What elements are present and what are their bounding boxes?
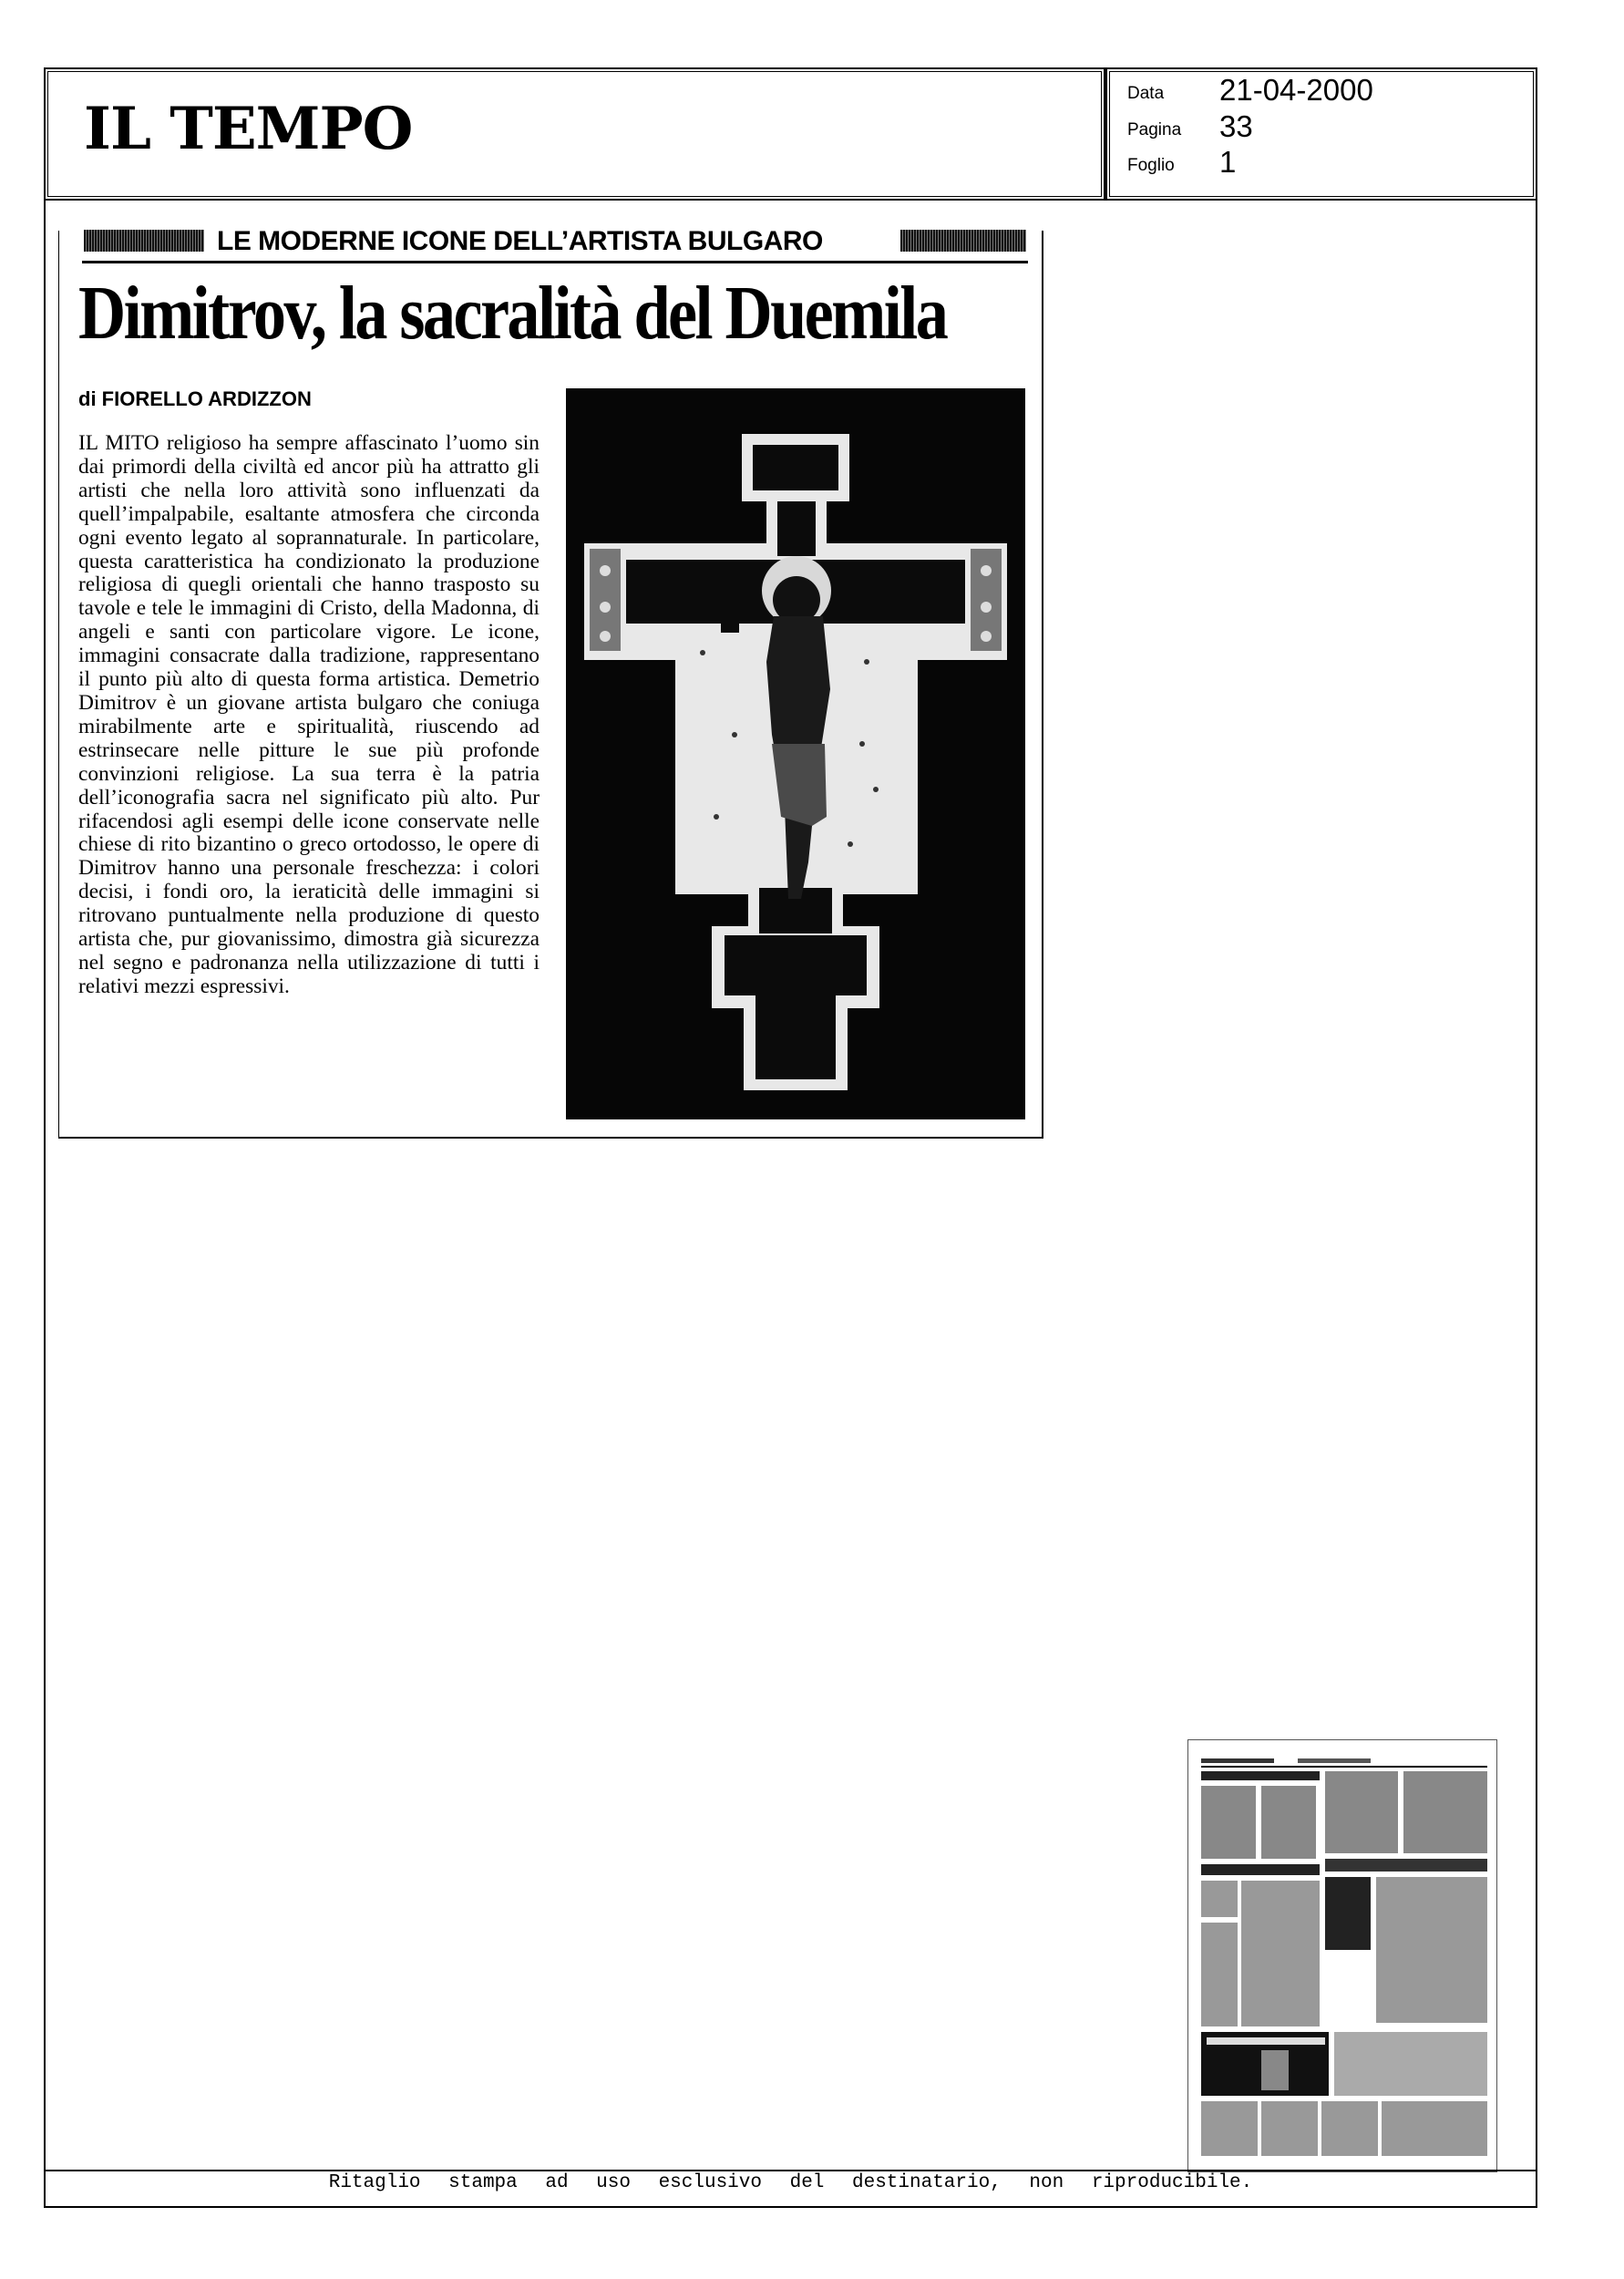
sheet-label: Foglio (1127, 156, 1175, 175)
kicker-rule (82, 261, 1028, 263)
kicker-decoration-right (900, 230, 1026, 252)
date-value: 21-04-2000 (1219, 73, 1373, 107)
article-headline: Dimitrov, la sacralità del Duemila (78, 271, 947, 356)
newspaper-page-thumbnail (1188, 1740, 1498, 2173)
newspaper-logo: IL TEMPO (84, 95, 413, 163)
crucifix-icon (566, 388, 1025, 1119)
article-byline: di FIORELLO ARDIZZON (78, 387, 312, 410)
page-label: Pagina (1127, 120, 1182, 139)
date-label: Data (1127, 84, 1165, 103)
footer-rule (44, 2170, 1537, 2171)
page-thumbnail (1187, 1739, 1497, 2172)
copyright-notice: Ritaglio stampa ad uso esclusivo del destinatario, non riproducibile. (328, 2172, 1253, 2193)
article-kicker: LE MODERNE ICONE DELL’ARTISTA BULGARO (217, 226, 823, 256)
kicker-decoration-left (84, 230, 204, 252)
crucifix-icon-photo (566, 388, 1025, 1119)
sheet-value: 1 (1219, 145, 1237, 179)
page-value: 33 (1219, 109, 1253, 143)
article-body: IL MITO religioso ha sempre affascinato l’uomo sin dai primordi della civiltà ed ancor più ha attratto gli artisti che nella loro attività sono influenzati da quell’impalpabile, esaltante atmosfera che circonda ogni evento legato al soprannaturale. In particolare, questa caratteristica ha condizionato la produzione religiosa di quegli orientali che hanno trasposto su tavole e tele le immagini di Cristo, della Madonna, di angeli e santi con particolare vigore. Le icone, immagini consacrate dalla tradizione, rappresentano il punto più alto di questa forma artistica. Demetrio Dimitrov è un giovane artista bulgaro che coniuga mirabilmente arte e spiritualità, riuscendo ad estrinsecare nelle pitture le sue più profonde convinzioni religiose. La sua terra è la patria dell’iconografia sacra nel significato più alto. Pur rifacendosi agli esempi delle icone conservate nelle chiese di rito bizantino o greco ortodosso, le opere di Dimitrov hanno una personale freschezza: i colori decisi, i fondi oro, la ieraticità delle immagini si ritrovano puntualmente nella produzione di questo artista che, pur giovanissimo, dimostra già sicurezza nel segno e padronanza nella utilizzazione di tutti i relativi mezzi espressivi. (78, 431, 540, 998)
